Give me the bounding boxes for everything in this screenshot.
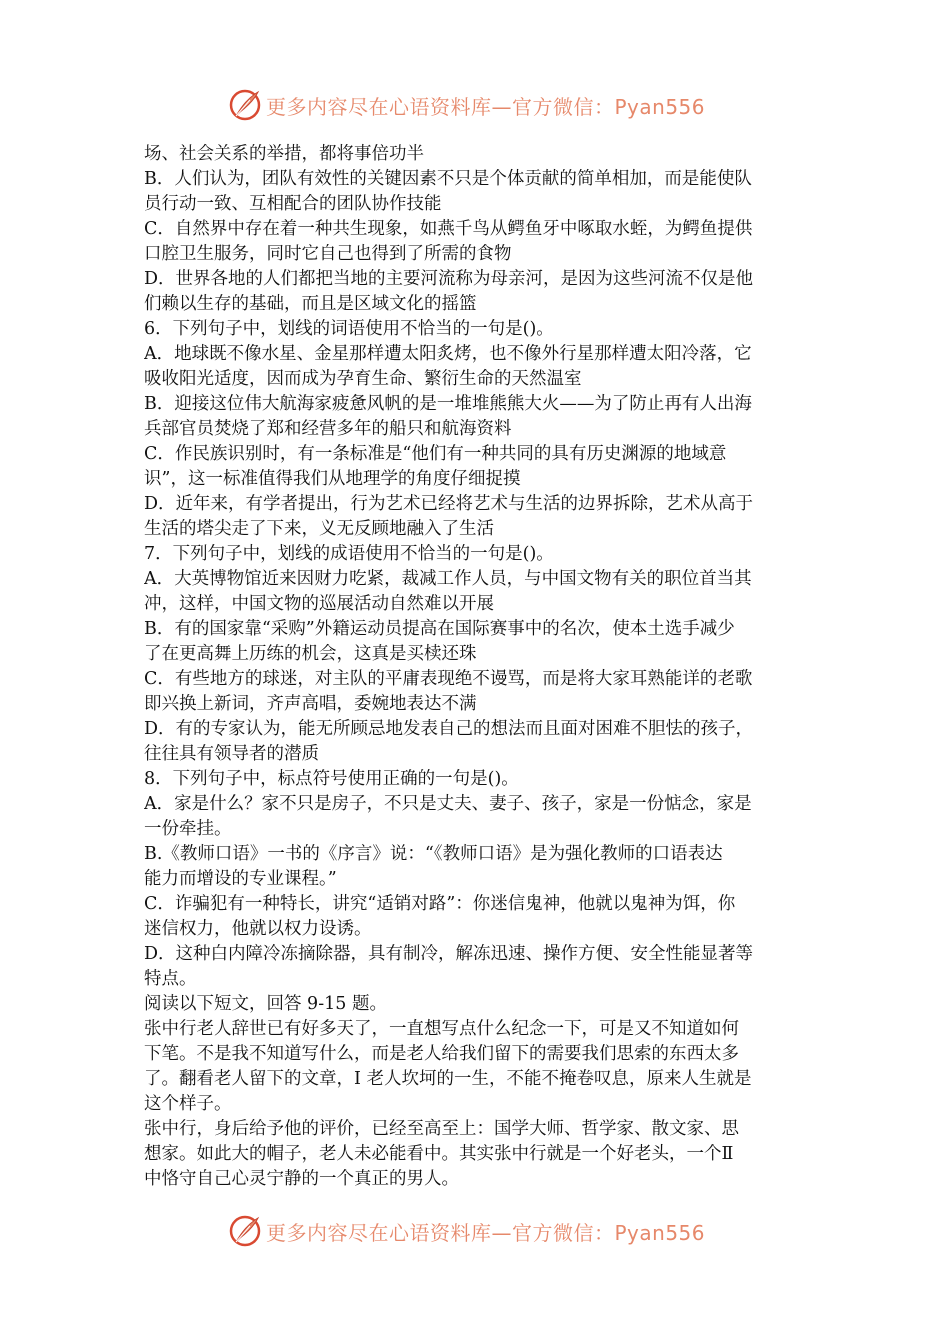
text-line: 这个样子。 (144, 1094, 232, 1114)
text-line: D．这种白内障冷冻摘除器，具有制冷，解冻迅速、操作方便、安全性能显著等 (144, 944, 754, 964)
text-line: 中恪守自己心灵宁静的一个真正的男人。 (144, 1169, 459, 1189)
text-line: A．大英博物馆近来因财力吃紧，裁减工作人员，与中国文物有关的职位首当其 (144, 569, 752, 589)
text-line: 口腔卫生服务，同时它自己也得到了所需的食物 (144, 244, 512, 264)
footer-watermark (228, 1214, 705, 1248)
text-line: B．人们认为，团队有效性的关键因素不只是个体贡献的简单相加，而是能使队 (144, 169, 752, 189)
text-line: 张中行老人辞世已有好多天了，一直想写点什么纪念一下，可是又不知道如何 (144, 1019, 739, 1039)
text-line: 能力而增设的专业课程。” (144, 869, 337, 889)
text-line: 了在更高舞上历练的机会，这真是买椟还珠 (144, 644, 477, 664)
text-line: 往往具有领导者的潜质 (144, 744, 319, 764)
header-watermark (228, 88, 705, 122)
text-line: C．诈骗犯有一种特长，讲究“适销对路”：你迷信鬼神，他就以鬼神为饵，你 (144, 894, 736, 914)
text-line: 员行动一致、互相配合的团队协作技能 (144, 194, 442, 214)
feather-logo-icon (228, 88, 262, 122)
text-line: 识”，这一标准值得我们从地理学的角度仔细捉摸 (144, 469, 521, 489)
text-line: 场、社会关系的举措，都将事倍功半 (144, 144, 424, 164)
text-line: 迷信权力，他就以权力设诱。 (144, 919, 372, 939)
text-line: D．近年来，有学者提出，行为艺术已经将艺术与生活的边界拆除，艺术从高于 (144, 494, 754, 514)
text-line: 一份牵挂。 (144, 819, 232, 839)
text-line: 冲，这样，中国文物的巡展活动自然难以开展 (144, 594, 494, 614)
text-line: D．有的专家认为，能无所顾忌地发表自己的想法而且面对困难不胆怯的孩子， (144, 719, 754, 739)
text-line: C．自然界中存在着一种共生现象，如燕千鸟从鳄鱼牙中啄取水蛭，为鳄鱼提供 (144, 219, 753, 239)
watermark-text: 更多内容尽在心语资料库—官方微信：Pyan556 (266, 94, 706, 119)
text-line: D．世界各地的人们都把当地的主要河流称为母亲河，是因为这些河流不仅是他 (144, 269, 754, 289)
text-line: C．作民族识别时，有一条标准是“他们有一种共同的具有历史渊源的地域意 (144, 444, 727, 464)
text-line: B．迎接这位伟大航海家疲惫风帆的是一堆堆熊熊大火——为了防止再有人出海 (144, 394, 752, 414)
text-line: A．地球既不像水星、金星那样遭太阳炙烤，也不像外行星那样遭太阳冷落，它 (144, 344, 752, 364)
text-line: C．有些地方的球迷，对主队的平庸表现绝不谩骂，而是将大家耳熟能详的老歌 (144, 669, 753, 689)
text-line: 吸收阳光适度，因而成为孕育生命、繁衍生命的天然温室 (144, 369, 582, 389)
text-line: 兵部官员焚烧了郑和经营多年的船只和航海资料 (144, 419, 512, 439)
question-6-title: 6．下列句子中，划线的词语使用不恰当的一句是()。 (144, 319, 554, 339)
text-line: 即兴换上新词，齐声高唱，委婉地表达不满 (144, 694, 477, 714)
text-line: 下笔。不是我不知道写什么，而是老人给我们留下的需要我们思索的东西太多 (144, 1044, 739, 1064)
text-line: 想家。如此大的帽子，老人未必能看中。其实张中行就是一个好老头，一个Ⅱ (144, 1144, 734, 1164)
text-line: 了。翻看老人留下的文章，I 老人坎坷的一生，不能不掩卷叹息，原来人生就是 (144, 1069, 752, 1089)
reading-instruction: 阅读以下短文，回答 9-15 题。 (144, 994, 387, 1014)
feather-logo-icon (228, 1214, 262, 1248)
text-line: 张中行，身后给予他的评价，已经至高至上：国学大师、哲学家、散文家、思 (144, 1119, 739, 1139)
text-line: A．家是什么？家不只是房子，不只是丈夫、妻子、孩子，家是一份惦念，家是 (144, 794, 752, 814)
text-line: 生活的塔尖走了下来，义无反顾地融入了生活 (144, 519, 494, 539)
question-8-title: 8．下列句子中，标点符号使用正确的一句是()。 (144, 769, 519, 789)
text-line: B.《教师口语》一书的《序言》说：“《教师口语》是为强化教师的口语表达 (144, 844, 723, 864)
text-line: 们赖以生存的基础，而且是区域文化的摇篮 (144, 294, 477, 314)
document-body (144, 142, 812, 1192)
watermark-text: 更多内容尽在心语资料库—官方微信：Pyan556 (266, 1220, 706, 1245)
text-line: 特点。 (144, 969, 197, 989)
question-7-title: 7．下列句子中，划线的成语使用不恰当的一句是()。 (144, 544, 554, 564)
text-line: B．有的国家靠“采购”外籍运动员提高在国际赛事中的名次，使本土选手减少 (144, 619, 735, 639)
